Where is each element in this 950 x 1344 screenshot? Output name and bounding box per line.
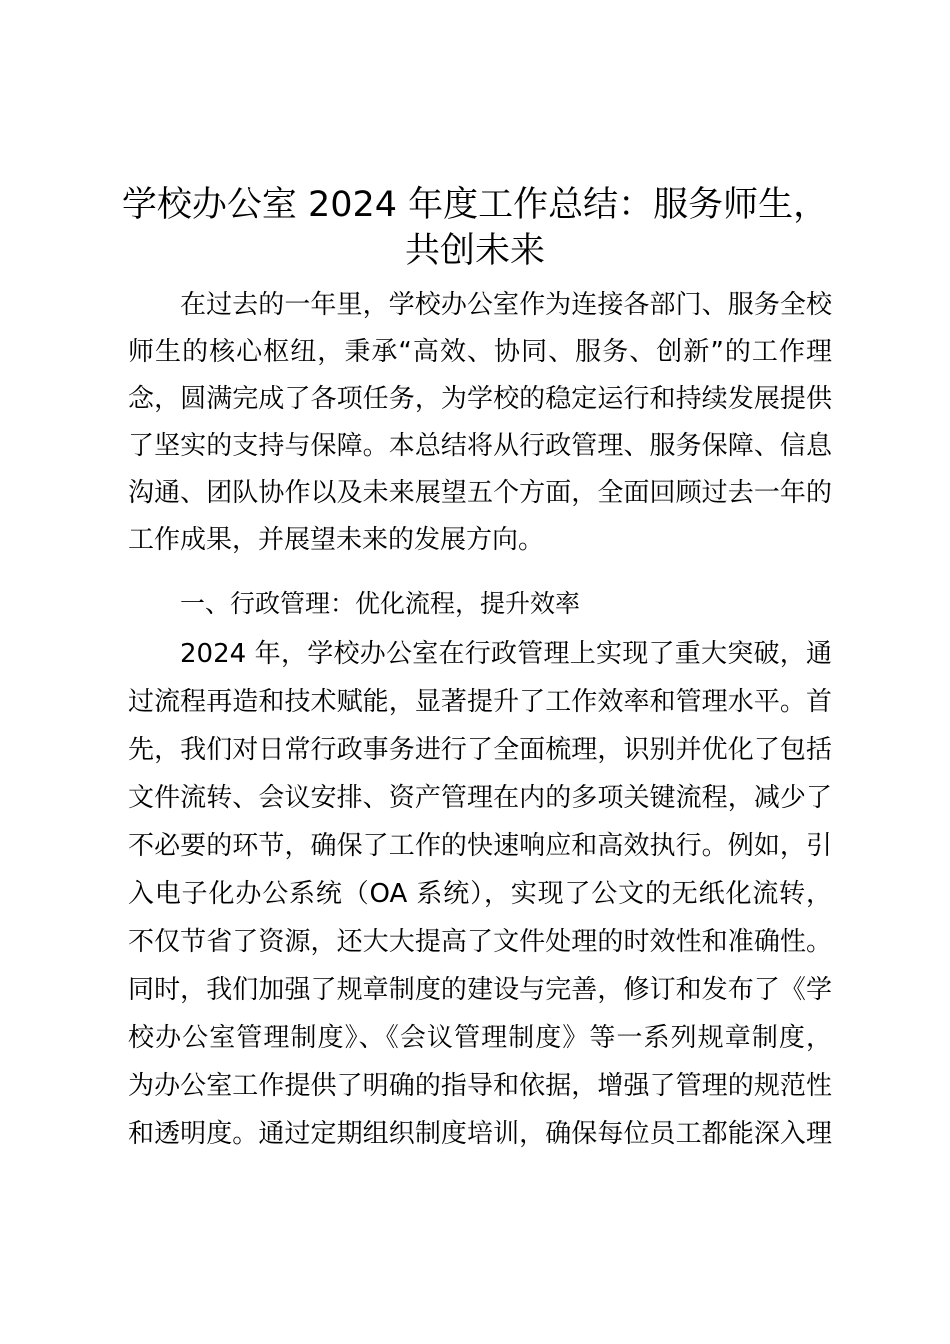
paragraph-line: 和透明度。通过定期组织制度培训，确保每位员工都能深入理	[128, 1119, 832, 1149]
paragraph-line: 工作成果，并展望未来的发展方向。	[128, 525, 545, 555]
paragraph-line: 不仅节省了资源，还大大提高了文件处理的时效性和准确性。	[128, 927, 832, 957]
paragraph-line: 过流程再造和技术赋能，显著提升了工作效率和管理水平。首	[128, 687, 832, 717]
paragraph-line: 师生的核心枢纽，秉承“高效、协同、服务、创新”的工作理	[128, 337, 832, 367]
paragraph-line: 为办公室工作提供了明确的指导和依据，增强了管理的规范性	[128, 1071, 832, 1101]
paragraph-line: 入电子化办公系统（OA 系统），实现了公文的无纸化流转，	[128, 879, 832, 909]
paragraph-line: 沟通、团队协作以及未来展望五个方面，全面回顾过去一年的	[128, 478, 832, 508]
paragraph-line: 不必要的环节，确保了工作的快速响应和高效执行。例如，引	[128, 831, 832, 861]
paragraph-line: 先，我们对日常行政事务进行了全面梳理，识别并优化了包括	[128, 735, 832, 765]
paragraph-line: 在过去的一年里，学校办公室作为连接各部门、服务全校	[180, 290, 832, 320]
paragraph-line: 了坚实的支持与保障。本总结将从行政管理、服务保障、信息	[128, 431, 832, 461]
paragraph-line: 文件流转、会议安排、资产管理在内的多项关键流程，减少了	[128, 783, 832, 813]
title-line-2: 共创未来	[404, 231, 545, 271]
paragraph-line: 念，圆满完成了各项任务，为学校的稳定运行和持续发展提供	[128, 384, 832, 414]
paragraph-line: 2024 年，学校办公室在行政管理上实现了重大突破，通	[180, 639, 832, 669]
title-line-1: 学校办公室 2024 年度工作总结：服务师生，	[121, 185, 829, 225]
paragraph-line: 同时，我们加强了规章制度的建设与完善，修订和发布了《学	[128, 975, 832, 1005]
document-title	[120, 182, 830, 274]
paragraph-line: 校办公室管理制度》、《会议管理制度》等一系列规章制度，	[128, 1023, 832, 1053]
section-heading: 一、行政管理：优化流程，提升效率	[180, 589, 581, 618]
